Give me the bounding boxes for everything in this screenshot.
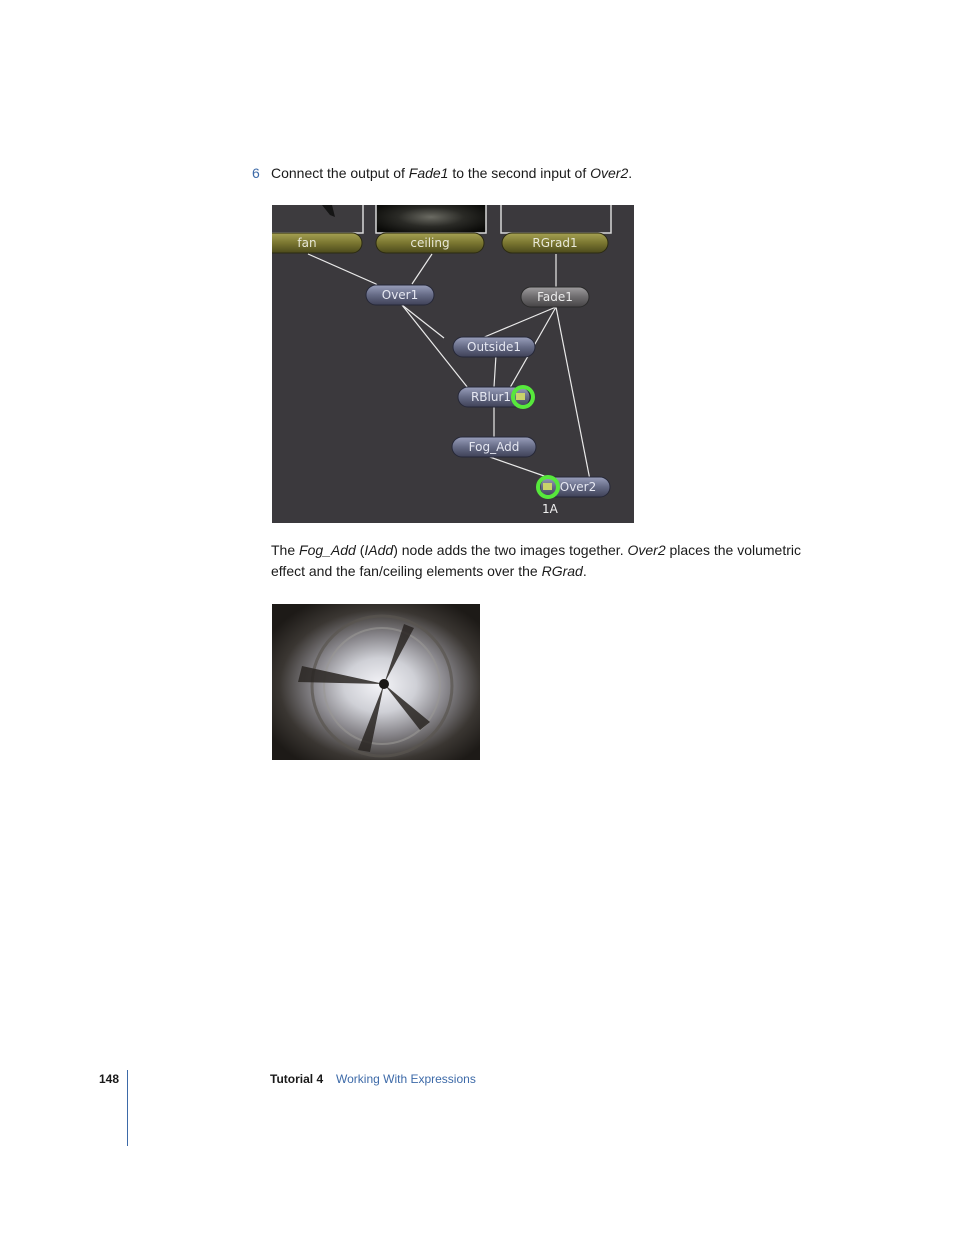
fan-render-image <box>272 604 480 760</box>
node-ceiling[interactable] <box>376 233 484 253</box>
svg-text:ceiling: ceiling <box>410 236 450 250</box>
footer-chapter-title: Working With Expressions <box>336 1072 476 1086</box>
svg-text:Fog_Add: Fog_Add <box>468 440 520 454</box>
footer-divider <box>127 1070 128 1146</box>
step-number: 6 <box>252 165 260 181</box>
svg-text:Outside1: Outside1 <box>467 340 521 354</box>
node-outside1[interactable] <box>453 337 535 357</box>
node-over1[interactable] <box>366 285 434 305</box>
viewer-flag-icon <box>543 483 552 490</box>
svg-text:RGrad1: RGrad1 <box>532 236 578 250</box>
fan-thumbnail <box>272 205 363 233</box>
ceiling-thumbnail <box>376 205 486 233</box>
over2-ref: Over2 <box>590 165 629 181</box>
description-paragraph: The Fog_Add (IAdd) node adds the two images together. Over2 places the volumetric effect and the fan/ceiling elements over the RGrad. <box>271 542 802 579</box>
page-number: 148 <box>99 1072 120 1086</box>
svg-text:RBlur1: RBlur1 <box>470 390 512 404</box>
node-fan[interactable] <box>272 233 362 253</box>
node-rgrad1[interactable] <box>502 233 608 253</box>
svg-text:Fade1: Fade1 <box>537 290 573 304</box>
output-port-icon <box>516 393 525 400</box>
node-fade1[interactable] <box>521 287 589 307</box>
node-over2[interactable] <box>538 477 610 497</box>
footer-tutorial: Tutorial 4 <box>270 1072 324 1086</box>
svg-text:fan: fan <box>297 236 317 250</box>
fade1-ref: Fade1 <box>408 165 449 181</box>
step-text: Connect the output of Fade1 to the second input of Over2. <box>271 165 633 181</box>
svg-text:Over1: Over1 <box>381 288 419 302</box>
node-graph-screenshot <box>272 205 634 523</box>
rgrad-thumbnail <box>501 205 611 233</box>
svg-text:Over2: Over2 <box>559 480 597 494</box>
node-fog-add[interactable] <box>452 437 536 457</box>
viewer-label: 1A <box>542 502 558 516</box>
step-instruction <box>252 163 632 183</box>
node-rblur1[interactable] <box>458 387 533 407</box>
